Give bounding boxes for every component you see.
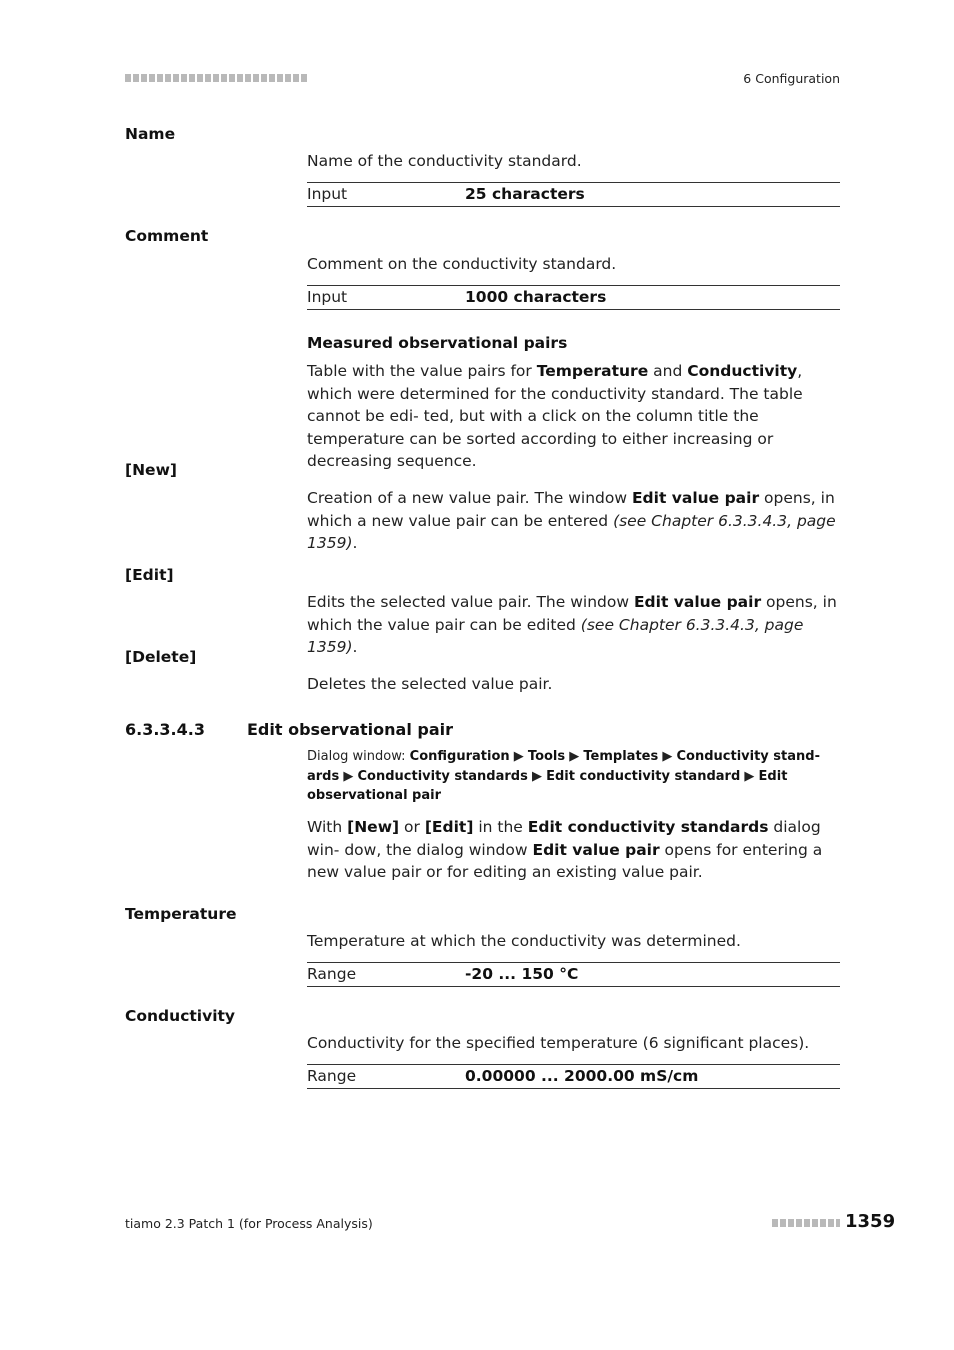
name-spec-label: Input [307, 185, 348, 203]
section-intro: With [New] or [Edit] in the Edit conductivity standards dialog win- dow, the dialog window Edit value pair opens for entering a new value pair or for editing an existing value pair. [307, 818, 823, 881]
comment-spec-value: 1000 characters [465, 288, 607, 306]
conductivity-spec-row [307, 1064, 840, 1089]
temperature-spec-label: Range [307, 965, 357, 983]
header-decoration [125, 74, 307, 82]
conductivity-spec-label: Range [307, 1067, 357, 1085]
new-chapter-link[interactable]: (see Chapter 6.3.3.4.3, page 1359) [307, 511, 836, 552]
edit-button-description: Edits the selected value pair. The window Edit value pair opens, in which the value pair can be edited (see Chapter 6.3.3.4.3, page 1359). [307, 593, 837, 656]
temperature-description: Temperature at which the conductivity was determined. [307, 932, 741, 950]
measured-pairs-heading: Measured observational pairs [307, 334, 568, 352]
temperature-spec-value: -20 ... 150 °C [465, 965, 579, 983]
term-new-button: [New] [125, 461, 177, 479]
conductivity-spec-value: 0.00000 ... 2000.00 mS/cm [465, 1067, 699, 1085]
term-name: Name [125, 125, 176, 143]
term-delete-button: [Delete] [125, 648, 197, 666]
term-comment: Comment [125, 227, 209, 245]
new-button-description: Creation of a new value pair. The window Edit value pair opens, in which a new value pair can be entered (see Chapter 6.3.3.4.3, page 1359). [307, 489, 836, 552]
comment-spec-label: Input [307, 288, 348, 306]
section-title: Edit observational pair [247, 720, 454, 739]
term-edit-button: [Edit] [125, 566, 174, 584]
dialog-path: Dialog window: Configuration ▶ Tools ▶ Templates ▶ Conductivity stand- ards ▶ Conductivity standards ▶ Edit conductivity standard ▶ Edit observational pair [307, 749, 820, 803]
name-description: Name of the conductivity standard. [307, 152, 582, 170]
comment-description: Comment on the conductivity standard. [307, 255, 617, 273]
delete-button-description: Deletes the selected value pair. [307, 675, 553, 693]
comment-spec-row [307, 285, 840, 310]
conductivity-description: Conductivity for the specified temperature (6 significant places). [307, 1034, 810, 1052]
footer-decoration [772, 1219, 840, 1227]
name-spec-value: 25 characters [465, 185, 585, 203]
edit-chapter-link[interactable]: (see Chapter 6.3.3.4.3, page 1359) [307, 615, 804, 656]
term-conductivity: Conductivity [125, 1007, 236, 1025]
section-number: 6.3.3.4.3 [125, 720, 205, 739]
footer-product: tiamo 2.3 Patch 1 (for Process Analysis) [125, 1216, 373, 1231]
term-temperature: Temperature [125, 905, 237, 923]
name-spec-row [307, 182, 840, 207]
measured-pairs-description: Table with the value pairs for Temperature and Conductivity, which were determined for the conductivity standard. The table cannot be edi- ted, but with a click on the column title the temperature can be sorted according to either increasing or decreasing sequence. [307, 362, 803, 470]
header-chapter: 6 Configuration [743, 71, 840, 86]
temperature-spec-row [307, 962, 840, 987]
page-number: 1359 [845, 1211, 896, 1232]
